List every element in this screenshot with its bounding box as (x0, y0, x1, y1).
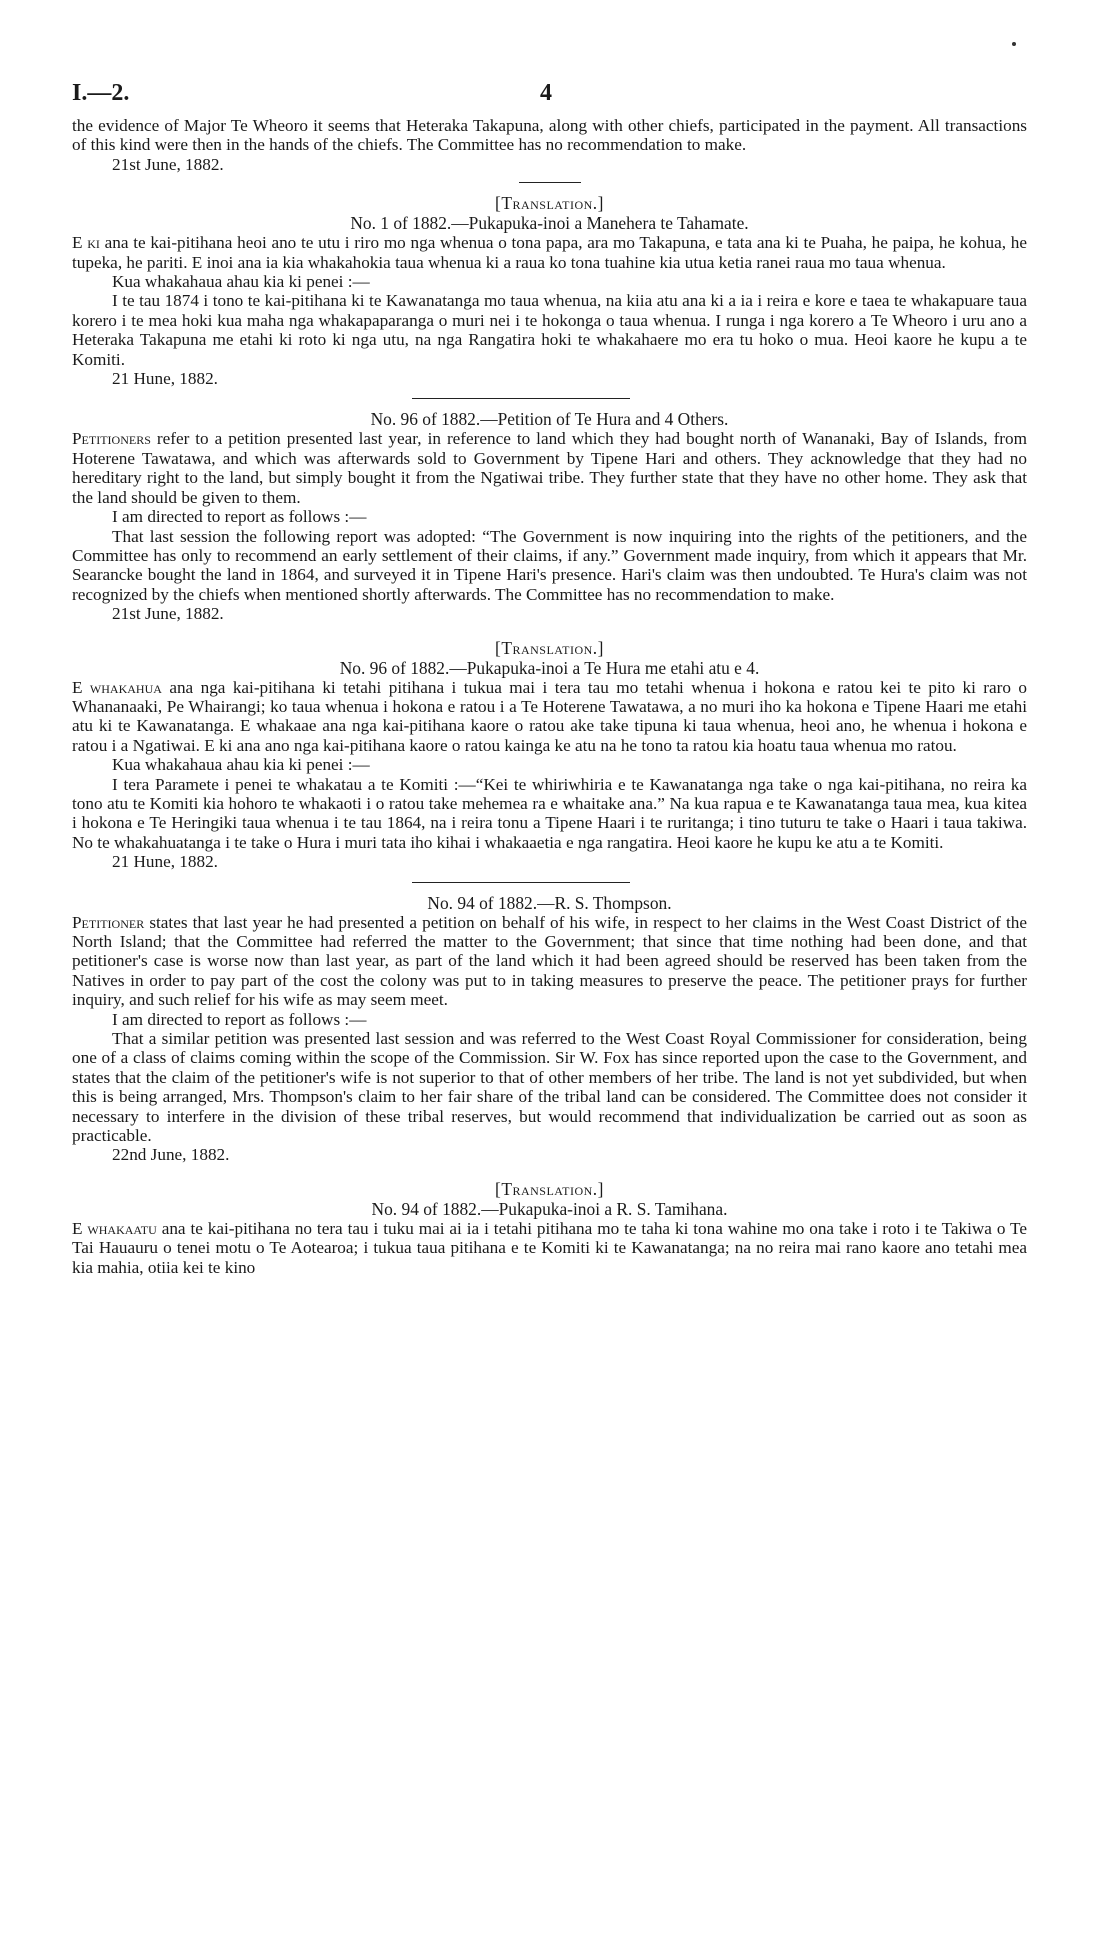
lead-word: Petitioner (72, 912, 145, 932)
paragraph: Kua whakahaua ahau kia ki penei :— (112, 755, 370, 775)
paragraph (72, 913, 1027, 1010)
section-divider (412, 398, 630, 399)
margin-dot (1012, 42, 1016, 46)
page-header (72, 80, 1027, 116)
section-divider (412, 882, 630, 883)
paragraph-text: ana te kai-pitihana no tera tau i tuku mai ai ia i tetahi pitihana mo te taha ki tona wahine mo ona take i roto i te Takiwa o Te Tai Hauauru o tenei motu o Te Aotearoa; i tukua taua pitihana e te Komiti ki te Kawanatanga; na no reira mai rano kaore ano tetahi mea kia mahia, otiia kei te kino (72, 1218, 1027, 1277)
lead-word: Petitioners (72, 429, 151, 449)
paragraph-text: refer to a petition presented last year, in reference to land which they had bought north of Wananaki, Bay of Islands, from Hoterene Tawatawa, and which was afterwards sold to Government by Tipene Hari and others. They acknowledge that they had no hereditary right to the land, but simply bought it from the Ngatiwai tribe. They further state that they have no other home. They ask that the land should be given to them. (72, 429, 1027, 507)
paragraph (72, 233, 1027, 272)
paragraph: That last session the following report was adopted: “The Government is now inquiring into the rights of the petitioners, and the Committee has only to recommend an early settlement of their claims, if any.” Government made inquiry, from which it appears that Mr. Searancke bought the land in 1864, and surveyed it in Tipene Hari's presence. Hari's claim was then undoubted. Te Hura's claim was not recognized by the chiefs when mentioned shortly afterwards. The Committee has no recommendation to make. (72, 526, 1027, 604)
paragraph: I te tau 1874 i tono te kai-pitihana ki te Kawanatanga mo taua whenua, na kiia atu ana ki a ia i reira e kore e taea te whakapuare taua korero i te mea hoki kua maha nga whakapaparanga o muri nei i te hokonga o taua whenua. I runga i nga korero a Te Wheoro i uru ano a Heteraka Takapuna me etahi ki roto ki nga utu, na nga Rangatira hoki te whakahaere mo era tu hoko o mua. Heoi kaore he kupu a te Komiti. (72, 291, 1027, 369)
paragraph (72, 678, 1027, 756)
paragraph-text: ana nga kai-pitihana ki tetahi pitihana i tukua mai i tera tau mo tetahi whenua i hokona e ratou kei te pito ki raro o Whananaaki, Pe Whairangi; ko taua whenua i hokona e ratou i a Te Hoterene Tawatawa, a no muri iho ka hokona e Tipene Haari me etahi atu ki te Kawanatanga. E whakaae ana nga kai-pitihana kaore o ratou ake take tipuna ki taua whenua, heoi ano, he whenua i hokona e ratou i a Ngatiwai. E ki ana ano nga kai-pitihana kaore o ratou kainga ke atu na he tono ta ratou kia hoatu taua whenua mo ratou. (72, 677, 1027, 755)
translation-label: [Translation.] (495, 637, 604, 658)
lead-word: E whakaatu (72, 1218, 157, 1238)
lead-word: E whakahua (72, 677, 162, 697)
section-title: No. 96 of 1882.—Petition of Te Hura and 4 Others. (370, 409, 729, 430)
lead-word: E ki (72, 233, 100, 253)
paragraph: That a similar petition was presented last session and was referred to the West Coast Royal Commissioner for consideration, being one of a class of claims coming within the scope of the Commission. Sir W. Fox has since reported upon the case to the Government, and states that the claim of the petitioner's wife is not superior to that of other members of her tribe. The land is not yet subdivided, but when this is being arranged, Mrs. Thompson's claim to her fair share of the tribal land can be considered. The Committee does not consider it necessary to interfere in the division of these tribal reserves, but would recommend that individualization be carried out as soon as practicable. (72, 1029, 1027, 1146)
document-reference: I.—2. (72, 80, 130, 106)
document-page (72, 80, 1027, 1277)
intro-date: 21st June, 1882. (112, 154, 224, 174)
translation-label: [Translation.] (495, 1178, 604, 1199)
section-date: 22nd June, 1882. (112, 1145, 230, 1165)
section-title: No. 94 of 1882.—Pukapuka-inoi a R. S. Tamihana. (371, 1198, 728, 1219)
paragraph: I tera Paramete i penei te whakatau a te Komiti :—“Kei te whiriwhiria e te Kawanatanga nga take o nga kai-pitihana, no reira ka tono atu te Komiti kia hohoro te whakaoti i o ratou take mehemea ra e whaitake ana.” Na kua rapua e te Kawanatanga taua mea, kua kitea i hokona e Te Heringiki taua whenua i te tau 1864, na i reira tonu a Tipene Haari i te ruritanga; i tino tuturu te take o Haari i taua takiwa. No te whakahuatanga i te take o Hura i muri tata iho kihai i whakaaetia e nga rangatira. Heoi kaore he kupu ke atu a te Komiti. (72, 774, 1027, 852)
paragraph: I am directed to report as follows :— (112, 1009, 367, 1029)
intro-paragraph: the evidence of Major Te Wheoro it seems that Heteraka Takapuna, along with other chiefs, participated in the payment. All transactions of this kind were then in the hands of the chiefs. The Committee has no recommendation to make. (72, 116, 1027, 155)
paragraph-text: ana te kai-pitihana heoi ano te utu i riro mo nga whenua o tona papa, ara mo Takapuna, e tata ana ki te Puaha, he paipa, he kohua, he tupeka, he pariti. E inoi ana ia kia whakahokia taua whenua ki a raua ko tona tuahine kia utua ketia ranei raua mo taua whenua. (72, 233, 1028, 272)
section-title: No. 94 of 1882.—R. S. Thompson. (427, 892, 672, 913)
page-number: 4 (540, 80, 552, 106)
section-title: No. 96 of 1882.—Pukapuka-inoi a Te Hura me etahi atu e 4. (339, 657, 760, 678)
section-title: No. 1 of 1882.—Pukapuka-inoi a Manehera te Tahamate. (350, 213, 749, 234)
paragraph (72, 429, 1027, 507)
paragraph: Kua whakahaua ahau kia ki penei :— (112, 272, 370, 292)
translation-label: [Translation.] (495, 193, 604, 214)
paragraph (72, 1219, 1027, 1277)
section-divider (519, 182, 581, 183)
paragraph: I am directed to report as follows :— (112, 507, 367, 527)
section-date: 21st June, 1882. (112, 604, 224, 624)
paragraph-text: states that last year he had presented a petition on behalf of his wife, in respect to her claims in the West Coast District of the North Island; that the Committee had referred the matter to the Government; that since that time nothing had been done, and that petitioner's case is worse now than last year, as part of the land which it had been agreed should be reserved has been taken from the Natives in order to pay part of the cost the colony was put to in taking measures to preserve the peace. The petitioner prays for further inquiry, and such relief for his wife as may seem meet. (72, 912, 1027, 1010)
section-date: 21 Hune, 1882. (112, 369, 218, 389)
section-date: 21 Hune, 1882. (112, 852, 218, 872)
